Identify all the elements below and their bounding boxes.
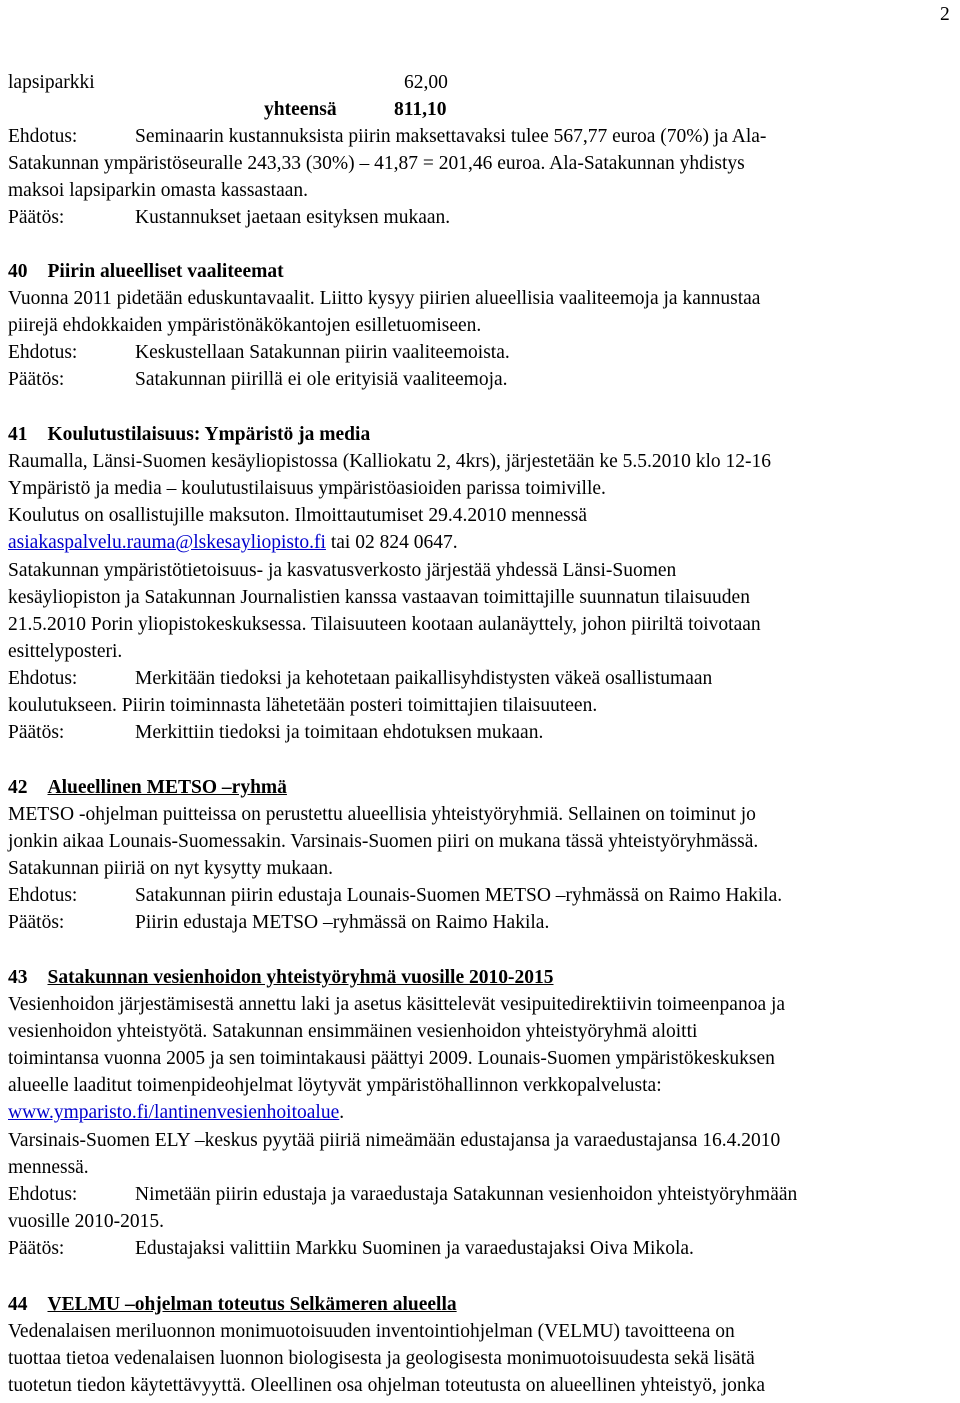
section-44-line-1: Vedenalaisen meriluonnon monimuotoisuuden inventointiohjelman (VELMU) tavoitteena on xyxy=(8,1321,735,1342)
section-44-line-2: tuottaa tietoa vedenalaisen luonnon biologisesta ja geologisesta monimuotoisuudesta sekä lisätä xyxy=(8,1348,755,1369)
section-43-heading: 43 Satakunnan vesienhoidon yhteistyöryhmä vuosille 2010-2015 xyxy=(8,967,554,988)
section-41-line-2: Ympäristö ja media – koulutustilaisuus ympäristöasioiden parissa toimiville. xyxy=(8,478,606,499)
section-43-url-line: www.ymparisto.fi/lantinenvesienhoitoalue. xyxy=(8,1102,345,1123)
section-42-line-2: jonkin aikaa Lounais-Suomessakin. Varsinais-Suomen piiri on mukana tässä yhteistyöryhmässä. xyxy=(8,831,759,852)
section-41-ehdotus: Ehdotus: Merkitään tiedoksi ja kehotetaan paikallisyhdistysten väkeä osallistumaan xyxy=(8,668,713,689)
cost-item-label: lapsiparkki xyxy=(8,72,95,93)
intro-ehdotus-line-3: maksoi lapsiparkin omasta kassastaan. xyxy=(8,180,309,201)
ehdotus-label: Ehdotus: xyxy=(8,126,78,147)
section-41-line-1: Raumalla, Länsi-Suomen kesäyliopistossa (Kalliokatu 2, 4krs), järjestetään ke 5.5.2010 klo 12-16 xyxy=(8,451,772,472)
section-43-ehdotus-line-2: vuosille 2010-2015. xyxy=(8,1211,164,1232)
section-41-line-8: esittelyposteri. xyxy=(8,641,123,662)
section-44-line-3: tuotetun tiedon käytettävyyttä. Oleellinen osa ohjelman toteutusta on alueellinen yhteistyö, jonka xyxy=(8,1375,766,1396)
email-link[interactable]: asiakaspalvelu.rauma@lskesayliopisto.fi xyxy=(8,532,326,553)
section-43-line-2: vesienhoidon yhteistyötä. Satakunnan ensimmäinen vesienhoidon yhteistyöryhmä aloitti xyxy=(8,1021,698,1042)
section-41-line-7: 21.5.2010 Porin yliopistokeskuksessa. Tilaisuuteen kootaan aulanäyttely, johon piiriltä toivotaan xyxy=(8,614,761,635)
intro-ehdotus: Ehdotus: Seminaarin kustannuksista piirin maksettavaksi tulee 567,77 euroa (70%) ja Ala- xyxy=(8,126,767,147)
intro-ehdotus-line-2: Satakunnan ympäristöseuralle 243,33 (30%) – 41,87 = 201,46 euroa. Ala-Satakunnan yhdistys xyxy=(8,153,745,174)
intro-paatos: Päätös: Kustannukset jaetaan esityksen mukaan. xyxy=(8,207,451,228)
cost-total-value: 811,10 xyxy=(394,99,447,120)
section-40-ehdotus: Ehdotus: Keskustellaan Satakunnan piirin vaaliteemoista. xyxy=(8,342,510,363)
section-44-heading: 44 VELMU –ohjelman toteutus Selkämeren alueella xyxy=(8,1294,457,1315)
section-41-paatos: Päätös: Merkittiin tiedoksi ja toimitaan ehdotuksen mukaan. xyxy=(8,722,544,743)
section-40-paatos: Päätös: Satakunnan piirillä ei ole erityisiä vaaliteemoja. xyxy=(8,369,508,390)
cost-item-value: 62,00 xyxy=(404,72,448,93)
section-41-line-6: kesäyliopiston ja Satakunnan Journalistien kanssa vastaavan toimittajille suunnatun tilaisuuden xyxy=(8,587,750,608)
section-40-heading: 40 Piirin alueelliset vaaliteemat xyxy=(8,261,284,282)
section-43-paatos: Päätös: Edustajaksi valittiin Markku Suominen ja varaedustajaksi Oiva Mikola. xyxy=(8,1238,694,1259)
section-43-line-4: alueelle laaditut toimenpideohjelmat löytyvät ympäristöhallinnon verkkopalvelusta: xyxy=(8,1075,662,1096)
section-42-ehdotus: Ehdotus: Satakunnan piirin edustaja Lounais-Suomen METSO –ryhmässä on Raimo Hakila. xyxy=(8,885,783,906)
section-43-ehdotus: Ehdotus: Nimetään piirin edustaja ja varaedustaja Satakunnan vesienhoidon yhteistyöryhmään xyxy=(8,1184,798,1205)
section-41-line-3: Koulutus on osallistujille maksuton. Ilmoittautumiset 29.4.2010 mennessä xyxy=(8,505,588,526)
url-link[interactable]: www.ymparisto.fi/lantinenvesienhoitoalue xyxy=(8,1102,340,1123)
section-42-line-1: METSO -ohjelman puitteissa on perustettu alueellisia yhteistyöryhmiä. Sellainen on toiminut jo xyxy=(8,804,756,825)
section-41-ehdotus-line-2: koulutukseen. Piirin toiminnasta lähetetään posteri toimittajien tilaisuuteen. xyxy=(8,695,598,716)
page-number: 2 xyxy=(940,4,950,25)
section-43-line-3: toimintansa vuonna 2005 ja sen toimintakausi päättyi 2009. Lounais-Suomen ympäristökeskuksen xyxy=(8,1048,775,1069)
section-42-paatos: Päätös: Piirin edustaja METSO –ryhmässä on Raimo Hakila. xyxy=(8,912,550,933)
section-40-line-2: piirejä ehdokkaiden ympäristönäkökantojen esilletuomiseen. xyxy=(8,315,482,336)
section-40-line-1: Vuonna 2011 pidetään eduskuntavaalit. Liitto kysyy piirien alueellisia vaaliteemoja ja kannustaa xyxy=(8,288,761,309)
cost-total-label: yhteensä xyxy=(264,99,337,120)
section-42-line-3: Satakunnan piiriä on nyt kysytty mukaan. xyxy=(8,858,333,879)
section-42-heading: 42 Alueellinen METSO –ryhmä xyxy=(8,777,287,798)
section-43-line-1: Vesienhoidon järjestämisestä annettu laki ja asetus käsittelevät vesipuitedirektiivin toimeenpanoa ja xyxy=(8,994,786,1015)
section-43-line-6: Varsinais-Suomen ELY –keskus pyytää piiriä nimeämään edustajansa ja varaedustajansa 16.4.2010 xyxy=(8,1130,781,1151)
paatos-label: Päätös: xyxy=(8,207,65,228)
section-41-contact: asiakaspalvelu.rauma@lskesayliopisto.fi tai 02 824 0647. xyxy=(8,532,458,553)
section-41-line-5: Satakunnan ympäristötietoisuus- ja kasvatusverkosto järjestää yhdessä Länsi-Suomen xyxy=(8,560,677,581)
cost-item-row xyxy=(8,72,95,94)
section-43-line-7: mennessä. xyxy=(8,1157,89,1178)
section-41-heading: 41 Koulutustilaisuus: Ympäristö ja media xyxy=(8,424,371,445)
